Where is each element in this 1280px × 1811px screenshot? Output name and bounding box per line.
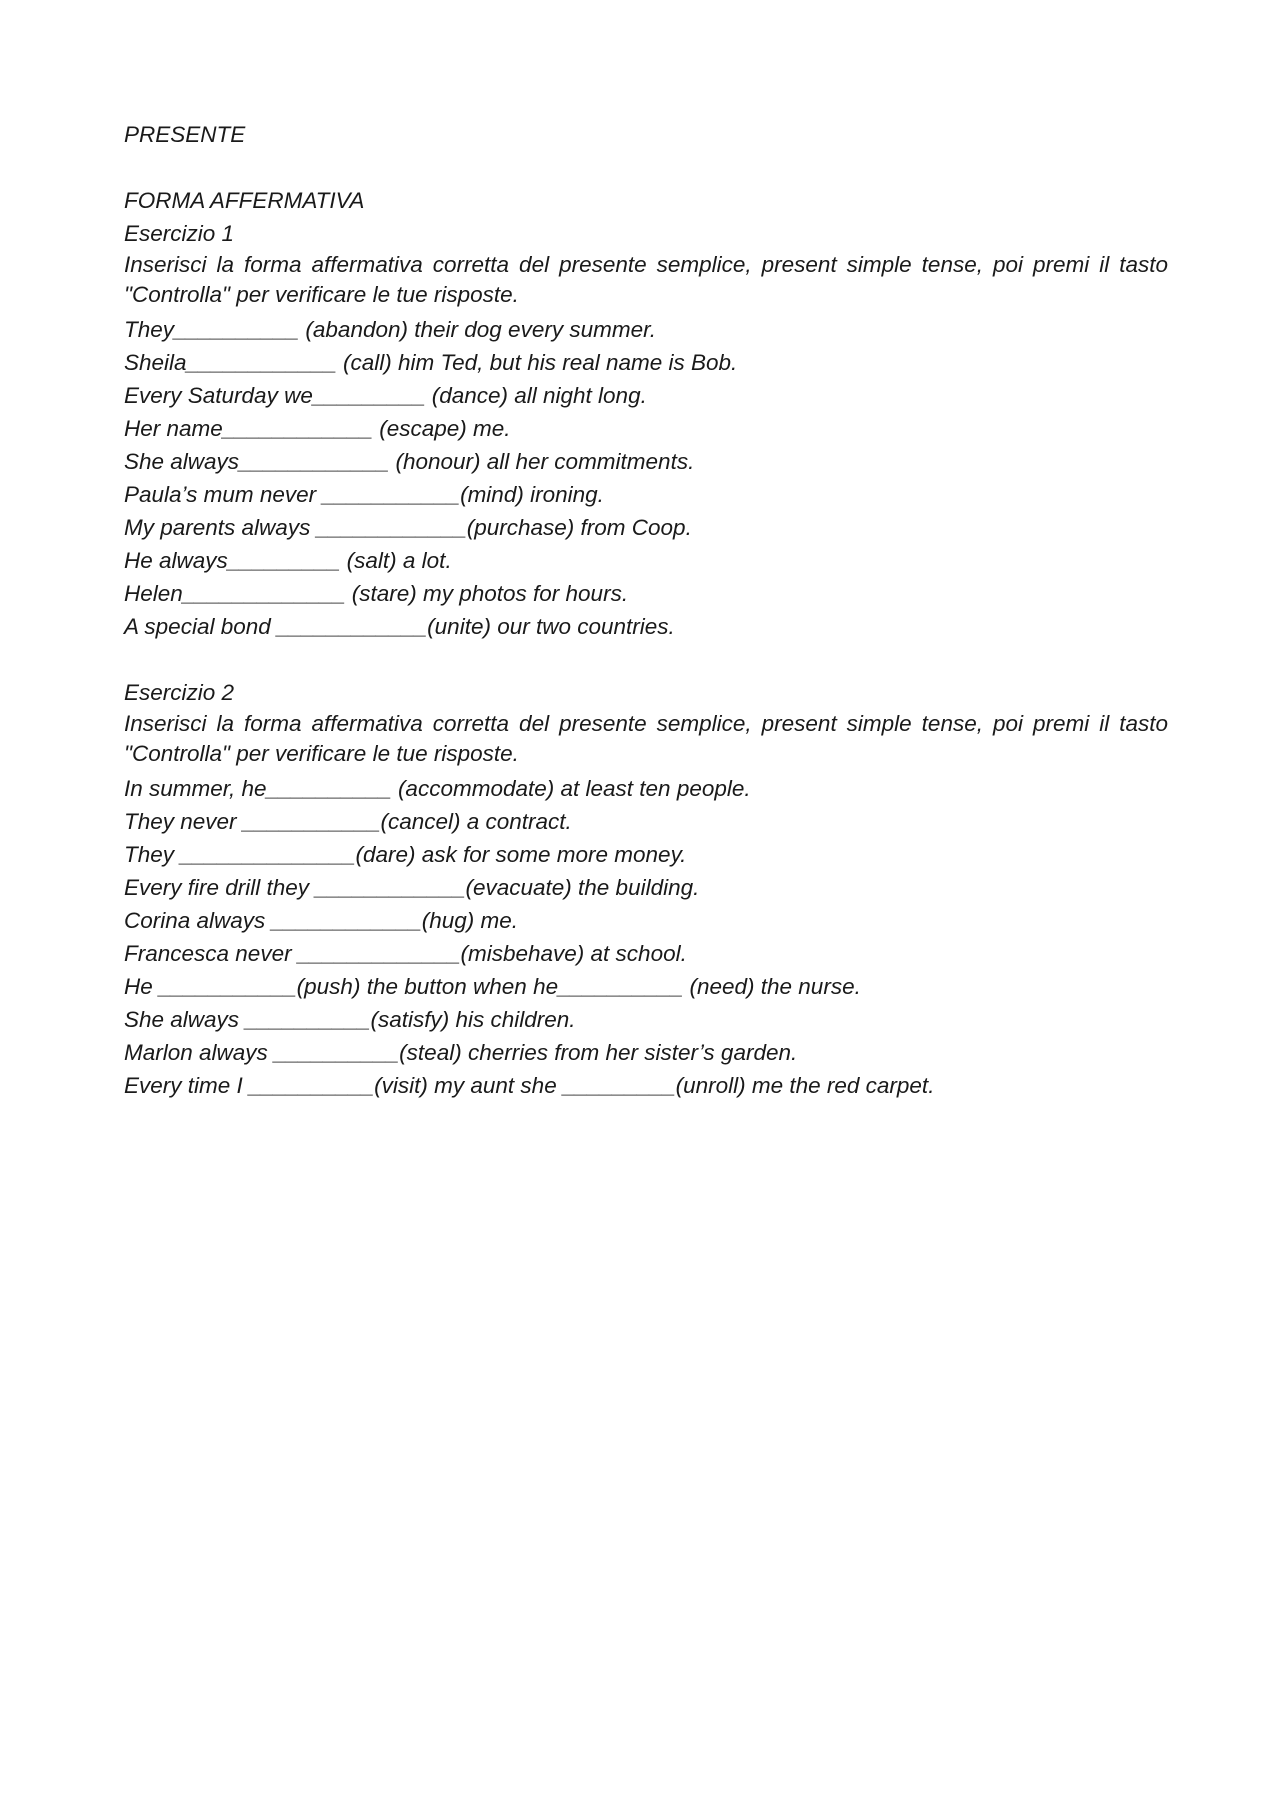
exercise-sentence: Marlon always __________(steal) cherries from her sister’s garden. <box>124 1040 798 1065</box>
document-page <box>124 118 1168 1102</box>
exercise-sentence: A special bond ____________(unite) our two countries. <box>124 614 675 639</box>
exercise-sentence: Paula’s mum never ___________(mind) ironing. <box>124 482 604 507</box>
exercise-sentence: He always_________ (salt) a lot. <box>124 548 452 573</box>
page-title: PRESENTE <box>124 122 246 147</box>
exercise-sentence: They never ___________(cancel) a contract. <box>124 809 572 834</box>
spacer <box>124 151 1168 184</box>
exercise-heading: Esercizio 1 <box>124 221 235 246</box>
section-title: FORMA AFFERMATIVA <box>124 188 365 213</box>
exercise-2 <box>124 676 1168 1102</box>
exercise-sentence: In summer, he__________ (accommodate) at least ten people. <box>124 776 751 801</box>
exercise-sentence: They ______________(dare) ask for some more money. <box>124 842 687 867</box>
exercise-heading: Esercizio 2 <box>124 680 235 705</box>
spacer <box>124 643 1168 676</box>
exercise-sentence: Corina always ____________(hug) me. <box>124 908 519 933</box>
exercise-sentence: Helen_____________ (stare) my photos for hours. <box>124 581 629 606</box>
exercise-instruction: Inserisci la forma affermativa corretta del presente semplice, present simple tense, poi premi il tasto "Controlla" per verificare le tue risposte. <box>124 711 1168 766</box>
exercise-sentence: She always____________ (honour) all her commitments. <box>124 449 695 474</box>
exercise-sentence: Every Saturday we_________ (dance) all night long. <box>124 383 647 408</box>
exercise-sentence: Every time I __________(visit) my aunt she _________(unroll) me the red carpet. <box>124 1073 935 1098</box>
exercise-sentence: Sheila____________ (call) him Ted, but his real name is Bob. <box>124 350 738 375</box>
exercise-sentence: She always __________(satisfy) his children. <box>124 1007 576 1032</box>
exercise-sentence: My parents always ____________(purchase) from Coop. <box>124 515 692 540</box>
exercise-sentence: They__________ (abandon) their dog every summer. <box>124 317 656 342</box>
exercise-sentence: He ___________(push) the button when he__________ (need) the nurse. <box>124 974 861 999</box>
exercise-instruction: Inserisci la forma affermativa corretta del presente semplice, present simple tense, poi premi il tasto "Controlla" per verificare le tue risposte. <box>124 252 1168 307</box>
exercise-sentence: Her name____________ (escape) me. <box>124 416 511 441</box>
exercise-sentence: Francesca never _____________(misbehave) at school. <box>124 941 687 966</box>
exercise-sentence: Every fire drill they ____________(evacuate) the building. <box>124 875 700 900</box>
exercise-1 <box>124 217 1168 643</box>
